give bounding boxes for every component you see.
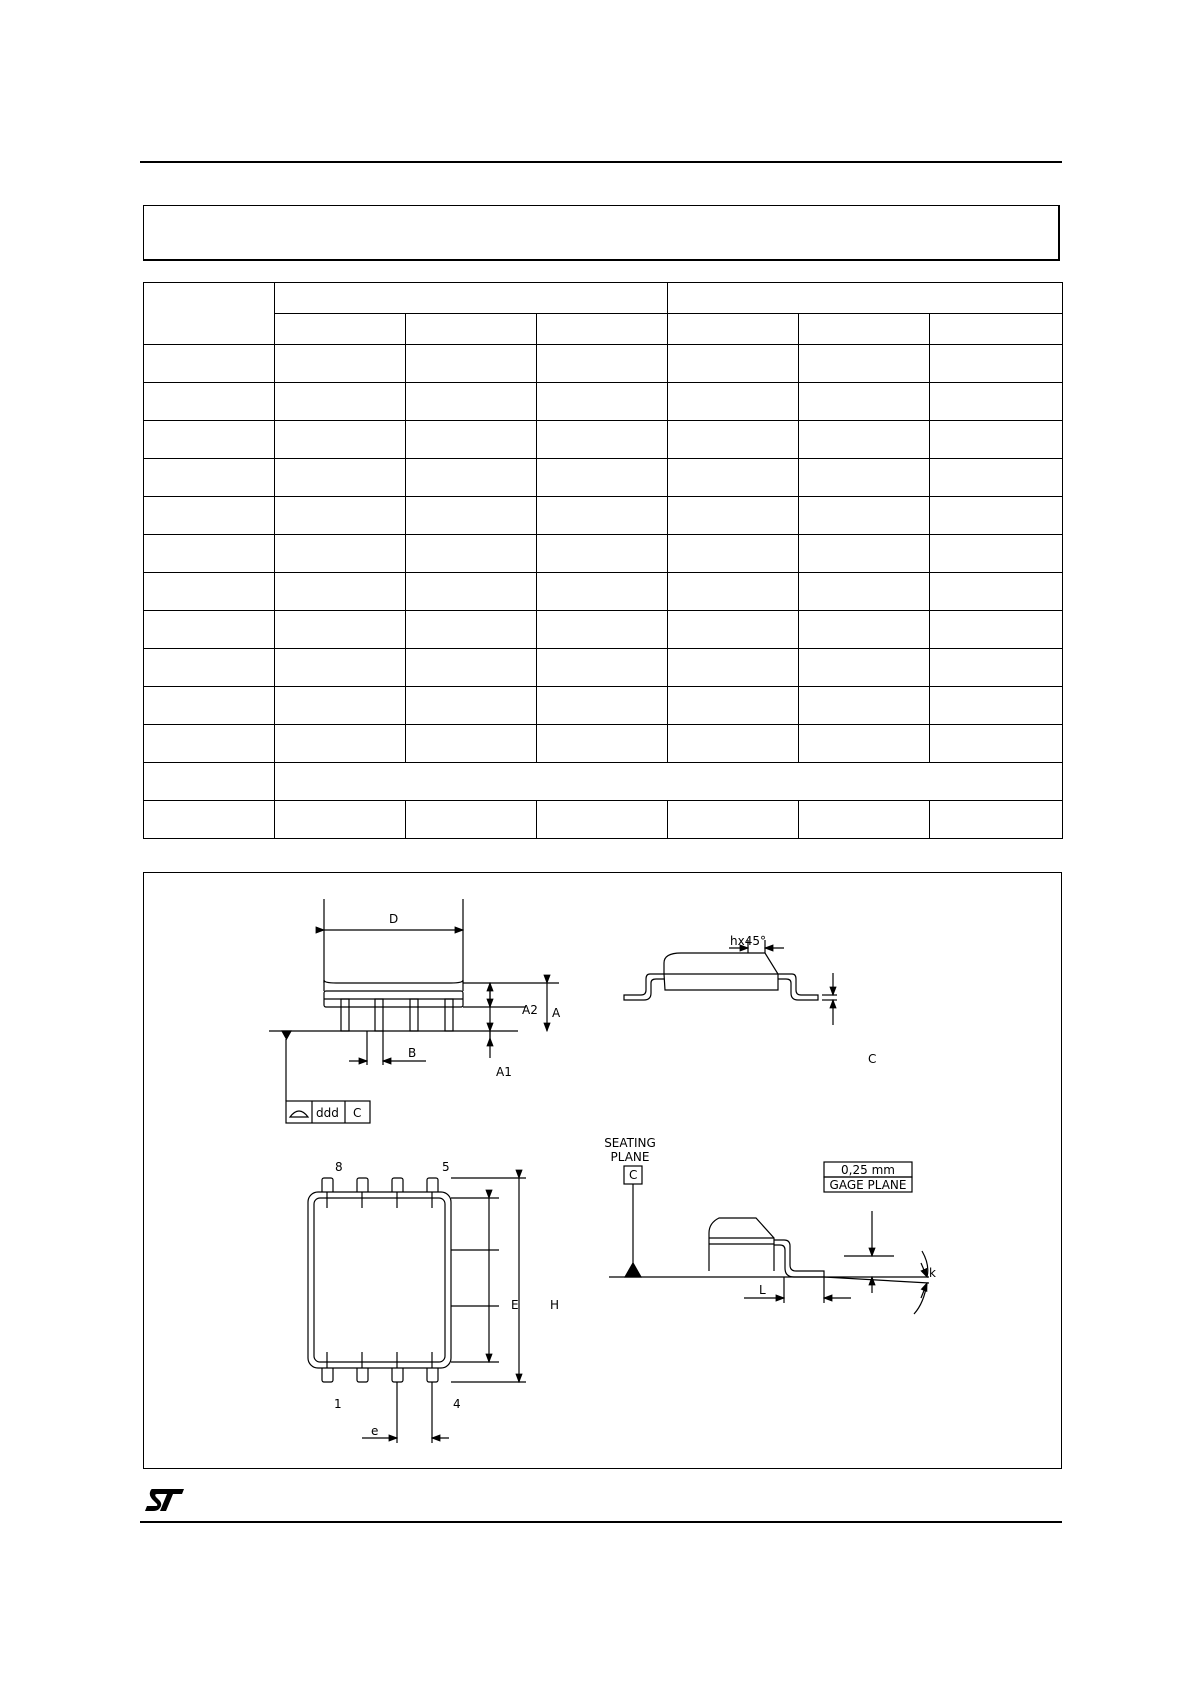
st-logo-icon	[144, 1487, 186, 1518]
table-title-box	[143, 205, 1060, 261]
pin-label-1: 1	[334, 1397, 342, 1411]
pin-label-4: 4	[453, 1397, 461, 1411]
subheader-cell	[275, 314, 406, 345]
seating-datum-C: C	[629, 1168, 638, 1182]
table-subheader-row	[144, 314, 1063, 345]
package-drawing-svg	[144, 873, 1063, 1470]
subheader-cell	[406, 314, 537, 345]
pin-label-5: 5	[442, 1160, 450, 1174]
dim-label-e: e	[371, 1424, 379, 1438]
subheader-cell	[799, 314, 930, 345]
dim-label-A2: A2	[522, 1003, 538, 1017]
table-row	[144, 497, 1063, 535]
subheader-cell	[537, 314, 668, 345]
tolerance-ddd: ddd	[316, 1106, 339, 1120]
header-rule	[140, 161, 1062, 163]
end-view	[624, 940, 837, 1025]
dim-label-H: H	[550, 1298, 560, 1312]
subheader-cell	[930, 314, 1063, 345]
pin-label-8: 8	[335, 1160, 343, 1174]
table-row	[144, 459, 1063, 497]
dim-label-A: A	[552, 1006, 561, 1020]
dim-label-C: C	[868, 1052, 877, 1066]
table-row	[144, 345, 1063, 383]
header-cell-group-1	[275, 283, 668, 314]
table-row	[144, 421, 1063, 459]
datum-C-label: C	[353, 1106, 362, 1120]
table-row-merged	[144, 763, 1063, 801]
footer-rule	[140, 1521, 1062, 1523]
seating-plane-label-1: SEATING	[604, 1136, 656, 1150]
package-drawing	[143, 872, 1062, 1469]
table-row	[144, 535, 1063, 573]
seating-plane-label-2: PLANE	[610, 1150, 650, 1164]
table-row	[144, 801, 1063, 839]
dim-label-D: D	[389, 912, 399, 926]
gage-value: 0,25 mm	[841, 1163, 895, 1177]
table-row	[144, 725, 1063, 763]
dim-label-E: E	[511, 1298, 519, 1312]
gage-plane-label: GAGE PLANE	[829, 1178, 907, 1192]
table-row	[144, 573, 1063, 611]
header-cell-dim	[144, 283, 275, 345]
header-cell-group-2	[668, 283, 1063, 314]
table-row	[144, 383, 1063, 421]
table-row	[144, 687, 1063, 725]
dimensions-table	[143, 282, 1063, 839]
side-view	[269, 899, 559, 1123]
dim-label-L: L	[759, 1283, 766, 1297]
dim-label-hx45: hx45°	[730, 934, 766, 948]
table-row	[144, 649, 1063, 687]
dim-label-k: k	[929, 1266, 936, 1280]
dim-label-A1: A1	[496, 1065, 512, 1079]
dim-label-B: B	[408, 1046, 417, 1060]
subheader-cell	[668, 314, 799, 345]
table-row	[144, 611, 1063, 649]
table-header-row	[144, 283, 1063, 314]
